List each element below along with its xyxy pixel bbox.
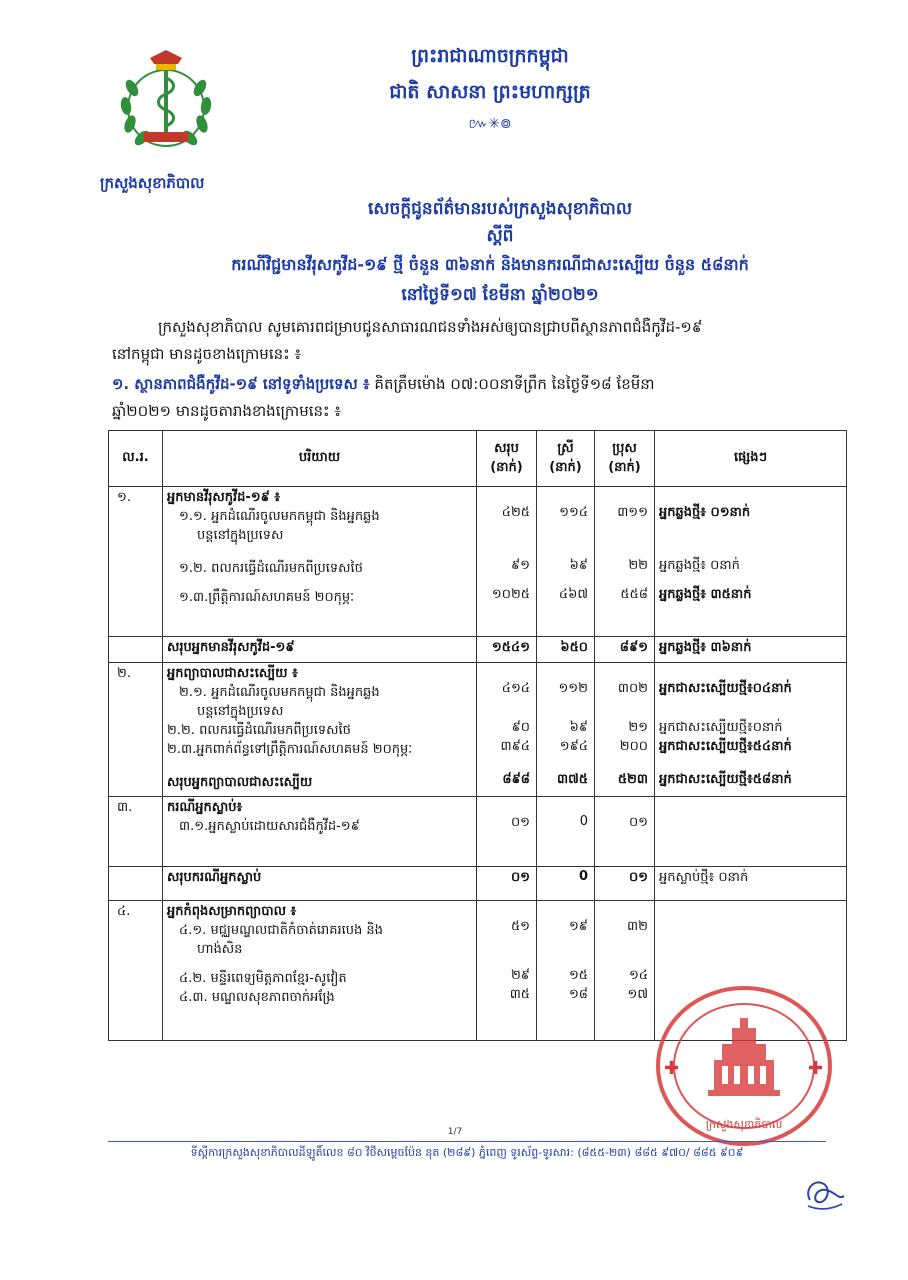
row-female: ១៩ ១៥ ១៨	[537, 901, 595, 1041]
table-row	[109, 867, 847, 901]
intro-line-1: ក្រសួងសុខាភិបាល សូមគោរពជម្រាបជូនសាធារណជនទាំងអស់ឲ្យបានជ្រាបពីស្ថានភាពជំងឺកូវីដ-១៩	[158, 318, 703, 336]
stamp-text: ក្រសួងសុខាភិបាល	[705, 1118, 783, 1131]
row-description: សរុបករណីអ្នកស្លាប់	[163, 867, 477, 901]
row-note	[655, 797, 847, 867]
ministry-name: ក្រសួងសុខាភិបាល	[100, 174, 205, 192]
row-note: អ្នកស្លាប់ថ្មី៖ ០នាក់	[655, 867, 847, 901]
header-total: សរុប (នាក់)	[477, 431, 537, 487]
row-total: ៥១ ២៩ ៣៥	[477, 901, 537, 1041]
row-description: អ្នកមានវីរុសកូវីដ-១៩ ៖ ១.១. អ្នកដំណើរចូលមកកម្ពុជា និងអ្នកឆ្លង បន្តនៅក្នុងប្រទេស ១.២. ពលករធ្វើដំណើរមកពីប្រទេសថៃ ១.៣.ព្រឹត្តិការណ៍សហគមន៍ ២០កុម្ភៈ	[163, 487, 477, 637]
footer-address: ទីស្តីការក្រសួងសុខាភិបាលដីឡូតិ៍លេខ ៨០ វិថីសម្ដេចប៉ែន នុត (២៨៩) ភ្នំពេញ ទូរស័ព្ទ-ទូរសារ: (៨៥៥-២៣) ៨៨៥ ៩៧០/ ៨៨៥ ៩០៩	[190, 1146, 744, 1159]
row-female: ១១២ ៦៩ ១៩៤ ៣៧៥	[537, 663, 595, 797]
row-female: 0	[537, 797, 595, 867]
row-male: ៣០២ ២១ ២០០ ៥២៣	[595, 663, 655, 797]
header-other: ផ្សេងៗ	[655, 431, 847, 487]
row-description: សរុបអ្នកមានវីរុសកូវីដ-១៩	[163, 637, 477, 663]
header-description: បរិយាយ	[163, 431, 477, 487]
row-male: ០១	[595, 867, 655, 901]
svg-text:✚: ✚	[808, 1058, 824, 1079]
ornament-divider: ៚✳៙	[468, 116, 512, 132]
row-index: ៤.	[109, 901, 163, 1041]
row-total: ០១	[477, 797, 537, 867]
row-description: អ្នកព្យាបាលជាសះស្បើយ ៖ ២.១. អ្នកដំណើរចូលមកកម្ពុជា និងអ្នកឆ្លង បន្តនៅក្នុងប្រទេស ២.២. ពលករធ្វើដំណើរមកពីប្រទេសថៃ ២.៣.អ្នកពាក់ព័ន្ធទៅព្រឹត្តិការណ៍សហគមន៍ ២០កុម្ភៈ សរុបអ្នកព្យាបាលជាសះស្បើយ	[163, 663, 477, 797]
section-1-line	[112, 375, 872, 397]
row-index: ២.	[109, 663, 163, 797]
row-note: អ្នកឆ្លងថ្មី៖ ៣៦នាក់	[655, 637, 847, 663]
ministry-logo	[110, 48, 222, 160]
covid-status-table	[108, 430, 847, 1041]
kingdom-title: ព្រះរាជាណាចក្រកម្ពុជា	[411, 45, 569, 67]
row-male: ៣១១ ២២ ៥៥៨	[595, 487, 655, 637]
row-total: ៤១៤ ៩០ ៣៩៤ ៨៩៨	[477, 663, 537, 797]
footer-divider	[108, 1141, 826, 1142]
row-total: ៤២៥ ៩១ ១០២៥	[477, 487, 537, 637]
section-1-text: គិតត្រឹមម៉ោង ០៧:០០នាទីព្រឹក នៃថ្ងៃទី១៨ ខែមីនា	[369, 375, 655, 393]
row-description: អ្នកកំពុងសម្រាកព្យាបាល ៖ ៤.១. មជ្ឈមណ្ឌលជាតិកំចាត់រោគរបេង និង ហាង់សិន ៤.២. មន្ទីរពេទ្យមិត្តភាពខ្មែរ-សូវៀត ៤.៣. មណ្ឌលសុខភាពចាក់អង្រែ	[163, 901, 477, 1041]
section-1-line-2: ឆ្នាំ២០២១ មានដូចតារាងខាងក្រោមនេះ ៖	[112, 402, 341, 420]
table-row	[109, 487, 847, 637]
row-note: អ្នកឆ្លងថ្មី៖ ០១នាក់ អ្នកឆ្លងថ្មី៖ ០នាក់ អ្នកឆ្លងថ្មី៖ ៣៥នាក់	[655, 487, 847, 637]
row-female: ១១៤ ៦៩ ៤៦៧	[537, 487, 595, 637]
row-note: អ្នកជាសះស្បើយថ្មី៖០៤នាក់ អ្នកជាសះស្បើយថ្មី៖០នាក់ អ្នកជាសះស្បើយថ្មី៖៥៤នាក់ អ្នកជាសះស្បើយថ្មី៖៥៨នាក់	[655, 663, 847, 797]
row-index: ១.	[109, 487, 163, 637]
row-total: ១៥៤១	[477, 637, 537, 663]
header-index: ល.រ.	[109, 431, 163, 487]
date-line: នៅថ្ងៃទី១៧ ខែមីនា ឆ្នាំ២០២១	[401, 285, 599, 305]
header-male: ប្រុស (នាក់)	[595, 431, 655, 487]
table-row	[109, 637, 847, 663]
table-row	[109, 797, 847, 867]
national-motto: ជាតិ សាសនា ព្រះមហាក្សត្រ	[389, 81, 591, 103]
intro-line-2: នៅកម្ពុជា មានដូចខាងក្រោមនេះ ៖	[112, 345, 302, 363]
section-1-heading: ១. ស្ថានភាពជំងឺកូវីដ-១៩ នៅទូទាំងប្រទេស ៖	[112, 375, 370, 393]
page-number: 1/7	[447, 1127, 463, 1137]
row-total: ០១	[477, 867, 537, 901]
row-male: ៨៩១	[595, 637, 655, 663]
subject-line: ករណីវិជ្ជមានវីរុសកូវីដ-១៩ ថ្មី ចំនួន ៣៦នាក់ និងមានករណីជាសះស្បើយ ចំនួន ៥៨នាក់	[231, 255, 749, 274]
header-female: ស្រី (នាក់)	[537, 431, 595, 487]
row-female: 0	[537, 867, 595, 901]
row-female: ៦៥០	[537, 637, 595, 663]
press-release-title: សេចក្ដីជូនព័ត៌មានរបស់ក្រសួងសុខាភិបាល	[367, 199, 633, 219]
row-description: ករណីអ្នកស្លាប់៖ ៣.១.អ្នកស្លាប់ដោយសារជំងឺកូវីដ-១៩	[163, 797, 477, 867]
row-male: ០១	[595, 797, 655, 867]
svg-text:✚: ✚	[664, 1058, 680, 1079]
signature-mark	[800, 1170, 848, 1214]
subject-label: ស្ដីពី	[486, 226, 514, 246]
official-seal-stamp	[652, 982, 836, 1150]
row-index: ៣.	[109, 797, 163, 867]
table-row	[109, 663, 847, 797]
row-male: ៣២ ១៤ ១៧	[595, 901, 655, 1041]
